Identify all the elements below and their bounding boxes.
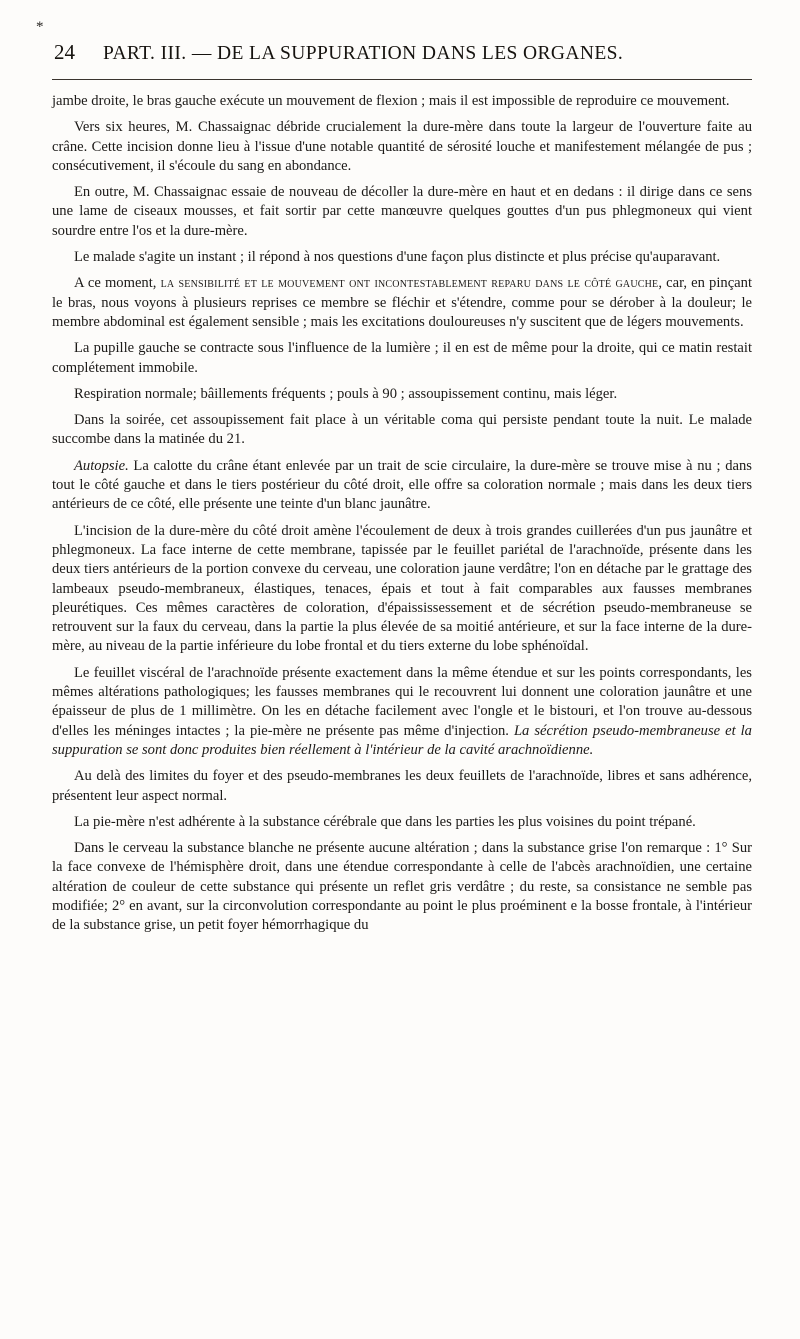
paragraph: Respiration normale; bâillements fréquents ; pouls à 90 ; assoupissement continu, mais léger. [74, 385, 618, 402]
paragraph: Au delà des limites du foyer et des pseudo-membranes les deux feuillets de l'arachnoïde, libres et sans adhérence, présentent leur aspect normal. [52, 768, 752, 804]
paragraph: Autopsie. La calotte du crâne étant enlevée par un trait de scie circulaire, la dure-mère se trouve mise à nu ; dans tout le côté gauche et dans le tiers postérieur du côté droit, elle offre sa coloration normale ; mais dans les deux tiers antérieurs de ce côté, elle présente une teinte d'un blanc jaunâtre. [52, 457, 752, 513]
paragraph: Dans la soirée, cet assoupissement fait place à un véritable coma qui persiste pendant toute la nuit. Le malade succombe dans la matinée du 21. [52, 412, 752, 448]
page-title: PART. III. — DE LA SUPPURATION DANS LES ORGANES. [103, 43, 624, 64]
paragraph: Vers six heures, M. Chassaignac débride crucialement la dure-mère dans toute la largeur de l'ouverture faite au crâne. Cette incision donne lieu à l'issue d'une notable quantité de sérosité louche et manifestement mélangée de pus ; consécutivement, il s'écoule du sang en abondance. [52, 119, 752, 174]
paragraph: A ce moment, la sensibilité et le mouvement ont incontestablement reparu dans le côté gauche, car, en pinçant le bras, nous voyons à plusieurs reprises ce membre se fléchir et s'étendre, comme pour se dérober à la douleur; le membre abdominal est également sensible ; mais les excitations douloureuses n'y suscitent que de légers mouvements. [52, 275, 753, 330]
paragraph: La pie-mère n'est adhérente à la substance cérébrale que dans les parties les plus voisines du point trépané. [74, 813, 696, 830]
body-text [52, 92, 752, 936]
paragraph: Dans le cerveau la substance blanche ne présente aucune altération ; dans la substance grise l'on remarque : 1° Sur la face convexe de l'hémisphère droit, dans une étendue correspondante à celle de l'abcès arachnoïdien, une certaine altération de couleur de cette substance qui présente un reflet gris verdâtre ; du reste, sa consistance ne semble pas modifiée; 2° en avant, sur la circonvolution correspondante au point le plus proéminent e la bosse frontale, à l'intérieur de la substance grise, un petit foyer hémorrhagique du [52, 840, 752, 934]
paragraph: Le malade s'agite un instant ; il répond à nos questions d'une façon plus distincte et plus précise qu'auparavant. [74, 249, 721, 266]
header-divider [52, 79, 752, 80]
page-number: 24 [54, 40, 75, 64]
page-top-mark: * [36, 19, 44, 35]
paragraph: La pupille gauche se contracte sous l'influence de la lumière ; il en est de même pour la droite, qui ce matin restait complétement immobile. [52, 340, 752, 376]
paragraph: Le feuillet viscéral de l'arachnoïde présente exactement dans la même étendue et sur les points correspondants, les mêmes altérations pathologiques; les fausses membranes qui le recouvrent lui donnent une coloration jaunâtre et une épaisseur de plus de 1 millimètre. On les en détache facilement avec l'ongle et le bistouri, et l'on trouve au-dessous d'elles les méninges intactes ; la pie-mère ne présente pas même d'injection. La sécrétion pseudo-membraneuse et la suppuration se sont donc produites bien réellement à l'intérieur de la cavité arachnoïdienne. [52, 664, 752, 758]
paragraph: L'incision de la dure-mère du côté droit amène l'écoulement de deux à trois grandes cuillerées d'un pus jaunâtre et phlegmoneux. La face interne de cette membrane, tapissée par le feuillet pariétal de l'arachnoïde, présente dans les deux tiers antérieurs de la portion convexe du cerveau, une coloration jaune verdâtre; l'on en détache par le grattage des lambeaux pseudo-membraneux, élastiques, tenaces, épais et tout à fait comparables aux fausses membranes pleurétiques. Ces mêmes caractères de coloration, d'épaississessement et de sécrétion pseudo-membraneuse se retrouvent sur la faux du cerveau, dans la partie la plus élevée de sa moitié antérieure, et sur la face interne de la dure-mère, au niveau de la partie inférieure du lobe frontal et du tiers externe du lobe sphénoïdal. [52, 522, 752, 655]
paragraph: jambe droite, le bras gauche exécute un mouvement de flexion ; mais il est impossible de reproduire ce mouvement. [52, 93, 730, 109]
paragraph: En outre, M. Chassaignac essaie de nouveau de décoller la dure-mère en haut et en dedans : il dirige dans ce sens une lame de ciseaux mousses, et fait sortir par cette manœuvre quelques gouttes d'un pus phlegmoneux qui vient sourdre entre l'os et la dure-mère. [52, 184, 752, 239]
page-content [52, 40, 752, 938]
page-header [52, 40, 752, 65]
